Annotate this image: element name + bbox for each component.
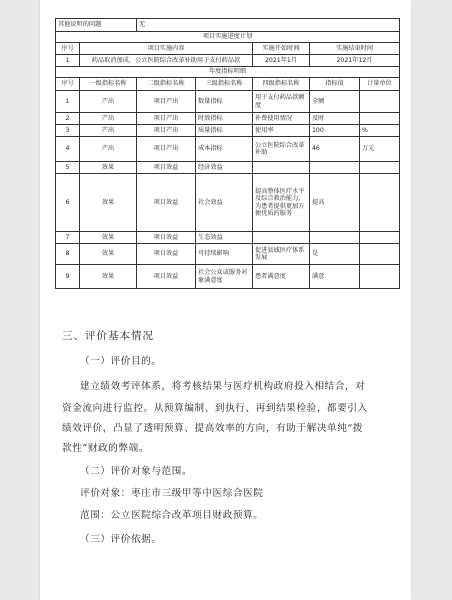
table-row	[56, 91, 400, 113]
row-value	[310, 232, 360, 244]
row-no: 9	[56, 265, 80, 289]
plan-title: 项目实施进度计划	[56, 32, 400, 43]
indicator-header-no: 序号	[56, 78, 80, 91]
indicator-title: 年度指标明细	[56, 67, 400, 78]
row-l2: 项目效益	[137, 174, 196, 232]
row-value	[310, 162, 360, 174]
document-page	[40, 0, 411, 600]
row-unit	[360, 265, 400, 289]
paragraph-line: 资金流向进行监控。从预算编制、到执行、再到结果检验，都要引入	[62, 403, 368, 414]
row-l3: 质量指标	[196, 125, 253, 137]
indicator-header-value: 指标值	[310, 78, 360, 91]
row-value: 46	[310, 137, 360, 162]
subsection-heading: （二）评价对象与范围。	[80, 466, 193, 477]
plan-content: 药品取消加成，公立医院综合改革补助用于支付药品款	[80, 55, 253, 67]
row-no: 5	[56, 162, 80, 174]
row-l1: 产出	[80, 137, 137, 162]
row-l4: 补费使用情况	[253, 113, 310, 125]
paragraph-line: 绩效评价，凸显了透明预算、提高效率的方向，有助于解决单纯“拨	[62, 423, 364, 434]
row-l1: 效果	[80, 265, 137, 289]
row-value: 满意	[310, 265, 360, 289]
row-no: 3	[56, 125, 80, 137]
row-unit	[360, 113, 400, 125]
row-value: 及时	[310, 113, 360, 125]
row-no: 7	[56, 232, 80, 244]
row-l2: 项目产出	[137, 113, 196, 125]
row-unit: 万元	[360, 137, 400, 162]
plan-header-content: 项目实施内容	[80, 43, 253, 55]
row-l4: 患者满意度	[253, 265, 310, 289]
table-row	[56, 137, 400, 162]
row-l4: 用于支付药品款额度	[253, 91, 310, 113]
row-l4: 促进县域医疗体系发展	[253, 244, 310, 265]
row-unit	[360, 174, 400, 232]
row-l2: 项目产出	[137, 137, 196, 162]
row-l1: 产出	[80, 125, 137, 137]
row-l1: 效果	[80, 174, 137, 232]
paragraph-line: 评价对象：枣庄市三级甲等中医综合医院	[80, 488, 264, 499]
subsection-heading: （三）评价依据。	[80, 534, 162, 545]
row-value: 提高	[310, 174, 360, 232]
row-l1: 效果	[80, 162, 137, 174]
row-l3: 时效指标	[196, 113, 253, 125]
indicator-header-l4: 四级指标名称	[253, 78, 310, 91]
other-issues-label: 其他说明的问题	[56, 19, 137, 32]
table-row	[56, 162, 400, 174]
row-no: 4	[56, 137, 80, 162]
row-l3: 可持续影响	[196, 244, 253, 265]
row-unit	[360, 162, 400, 174]
row-l3: 社会效益	[196, 174, 253, 232]
row-l3: 生态效益	[196, 232, 253, 244]
row-no: 1	[56, 91, 80, 113]
table-row	[56, 244, 400, 265]
row-l4: 使用率	[253, 125, 310, 137]
row-l4	[253, 232, 310, 244]
plan-header-no: 序号	[56, 43, 80, 55]
row-unit	[360, 244, 400, 265]
row-unit: %	[360, 125, 400, 137]
indicator-title-row	[56, 67, 400, 78]
table-row	[56, 265, 400, 289]
row-l2: 项目产出	[137, 91, 196, 113]
table-row	[56, 174, 400, 232]
row-l3: 经济效益	[196, 162, 253, 174]
row-value: 全额	[310, 91, 360, 113]
table-row	[56, 125, 400, 137]
row-unit	[360, 232, 400, 244]
plan-no: 1	[56, 55, 80, 67]
table-row	[56, 232, 400, 244]
plan-header-row	[56, 43, 400, 55]
row-l2: 项目效益	[137, 162, 196, 174]
row-l3: 成本指标	[196, 137, 253, 162]
paragraph-line: 建立绩效考评体系，将考核结果与医疗机构政府投入相结合，对	[80, 381, 366, 392]
plan-title-row	[56, 32, 400, 43]
row-l2: 项目产出	[137, 125, 196, 137]
plan-row	[56, 55, 400, 67]
row-unit	[360, 91, 400, 113]
indicator-header-l1: 一级指标名称	[80, 78, 137, 91]
plan-header-start: 实施开始时间	[253, 43, 310, 55]
other-issues-row	[56, 19, 400, 32]
row-no: 2	[56, 113, 80, 125]
row-l2: 项目效益	[137, 244, 196, 265]
row-l3: 数量指标	[196, 91, 253, 113]
row-l2: 项目效益	[137, 265, 196, 289]
row-l1: 产出	[80, 113, 137, 125]
row-l1: 效果	[80, 232, 137, 244]
paragraph-line: 范围：公立医院综合改革项目财政预算。	[80, 510, 264, 521]
row-l1: 产出	[80, 91, 137, 113]
paragraph-line: 款性”财政的弊端。	[62, 443, 150, 454]
other-issues-value: 无	[137, 19, 400, 32]
row-l4	[253, 162, 310, 174]
row-no: 6	[56, 174, 80, 232]
table-row	[56, 113, 400, 125]
indicator-header-l2: 二级指标名称	[137, 78, 196, 91]
row-no: 8	[56, 244, 80, 265]
indicator-header-l3: 三级指标名称	[196, 78, 253, 91]
row-value: 100	[310, 125, 360, 137]
row-value: 是	[310, 244, 360, 265]
row-l2: 项目效益	[137, 232, 196, 244]
plan-end: 2021年12月	[310, 55, 400, 67]
plan-start: 2021年1月	[253, 55, 310, 67]
indicator-header-unit: 计量单位	[360, 78, 400, 91]
performance-table	[55, 18, 400, 289]
subsection-heading: （一）评价目的。	[80, 356, 162, 367]
row-l1: 效果	[80, 244, 137, 265]
row-l4: 提高整体医疗水平及综合救治能力，为患者提供更加方便优质的服务	[253, 174, 310, 232]
section-heading: 三、评价基本情况	[62, 330, 154, 342]
row-l3: 社会公众或服务对象满意度	[196, 265, 253, 289]
row-l4: 公立医院综合改革补助	[253, 137, 310, 162]
indicator-header-row	[56, 78, 400, 91]
plan-header-end: 实施结束时间	[310, 43, 400, 55]
